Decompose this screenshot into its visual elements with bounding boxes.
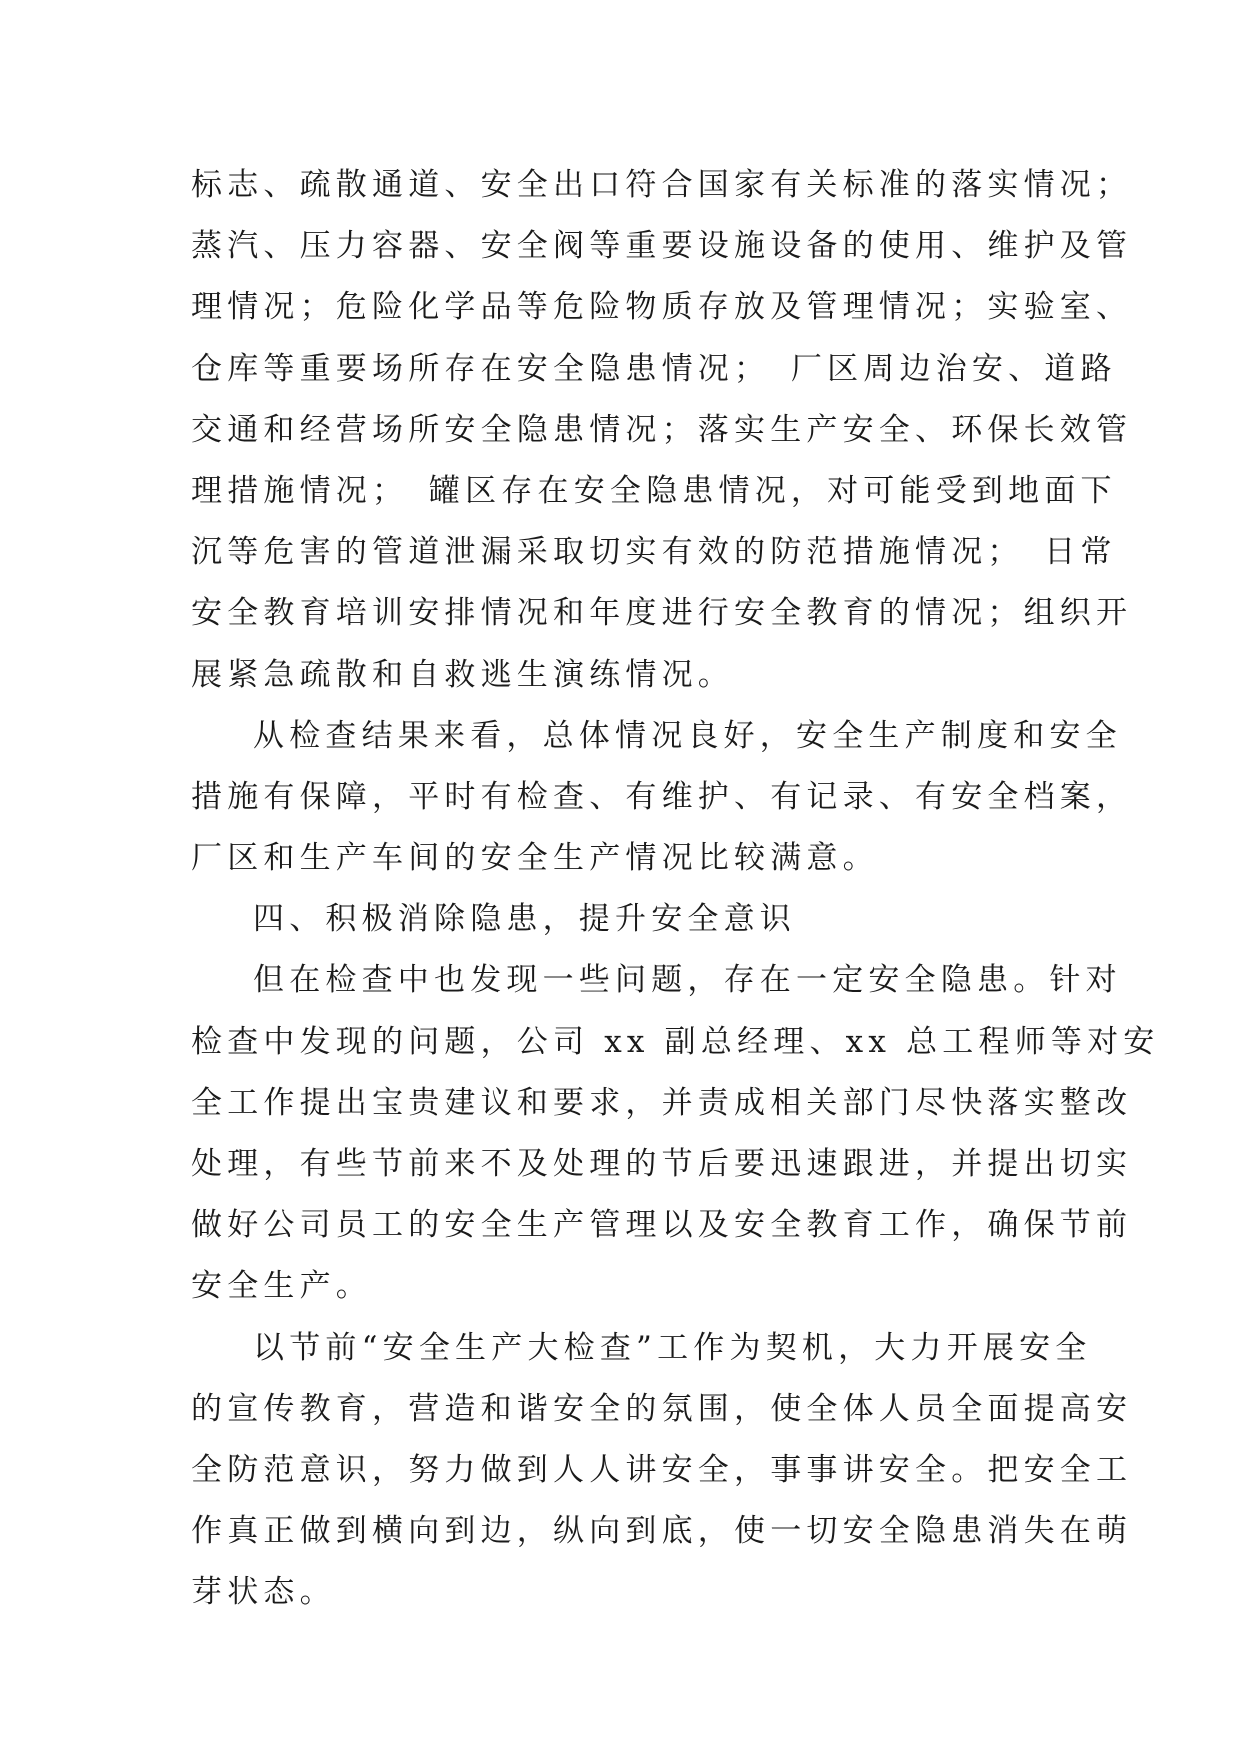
text-line: 交通和经营场所安全隐患情况；落实生产安全、环保长效管: [191, 411, 1133, 448]
text-line: 作真正做到横向到边，纵向到底，使一切安全隐患消失在萌: [191, 1513, 1133, 1550]
text-line: 检查中发现的问题，公司 xx 副总经理、xx 总工程师等对安: [191, 1023, 1160, 1060]
text-line: 芽状态。: [191, 1574, 336, 1611]
text-line: 全工作提出宝贵建议和要求，并责成相关部门尽快落实整改: [191, 1084, 1133, 1121]
text-line: 全防范意识，努力做到人人讲安全，事事讲安全。把安全工: [191, 1451, 1133, 1488]
paragraph-safety-campaign: [191, 1318, 1133, 1624]
text-line: 但在检查中也发现一些问题，存在一定安全隐患。针对: [253, 962, 1122, 999]
text-line: 展紧急疏散和自救逃生演练情况。: [191, 656, 734, 693]
text-line: 沉等危害的管道泄漏采取切实有效的防范措施情况； 日常: [191, 534, 1117, 571]
text-line: 从检查结果来看，总体情况良好，安全生产制度和安全: [253, 717, 1122, 754]
text-line: 标志、疏散通道、安全出口符合国家有关标准的落实情况；: [191, 167, 1133, 203]
text-line: 处理，有些节前来不及处理的节后要迅速跟进，并提出切实: [191, 1146, 1133, 1182]
text-line: 理措施情况； 罐区存在安全隐患情况，对可能受到地面下: [191, 472, 1117, 509]
text-line: 的宣传教育，营造和谐安全的氛围，使全体人员全面提高安: [191, 1390, 1133, 1427]
text-line: 以节前“安全生产大检查”工作为契机，大力开展安全: [253, 1329, 1092, 1366]
paragraph-inspection-result: [191, 706, 1133, 890]
text-line: 理情况；危险化学品等危险物质存放及管理情况；实验室、: [191, 289, 1133, 326]
text-line: 做好公司员工的安全生产管理以及安全教育工作，确保节前: [191, 1207, 1133, 1244]
document-body: [191, 155, 1160, 1624]
text-line: 安全教育培训安排情况和年度进行安全教育的情况；组织开: [191, 595, 1133, 632]
text-line: 厂区和生产车间的安全生产情况比较满意。: [191, 840, 879, 877]
section-heading-text: 四、积极消除隐患，提升安全意识: [253, 901, 796, 938]
text-line: 仓库等重要场所存在安全隐患情况； 厂区周边治安、道路: [191, 350, 1117, 387]
paragraph-safety-checklist: [191, 155, 1133, 706]
text-line: 安全生产。: [191, 1268, 372, 1305]
text-line: 蒸汽、压力容器、安全阀等重要设施设备的使用、维护及管: [191, 228, 1133, 265]
text-line: 措施有保障，平时有检查、有维护、有记录、有安全档案，: [191, 778, 1133, 815]
section-heading: [191, 889, 1071, 950]
paragraph-issues-found: [191, 950, 1160, 1317]
